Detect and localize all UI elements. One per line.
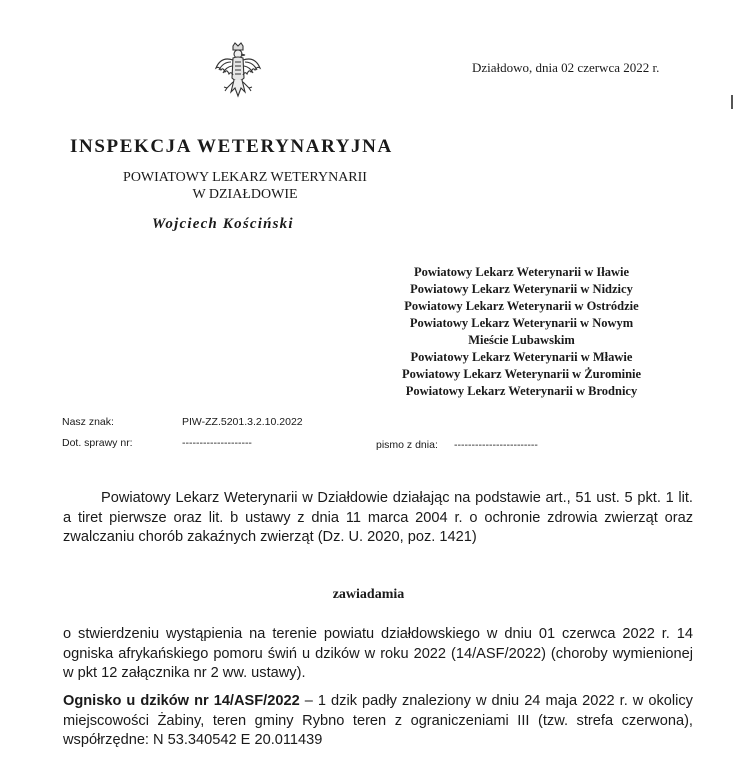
notice-paragraph: o stwierdzeniu wystąpienia na terenie powiatu działdowskiego w dniu 01 czerwca 2022 r. 14 ogniska afrykańskiego pomoru świń u dzików w roku 2022 (14/ASF/2022) (choroby wymienionej w pkt 12 załącznika nr 2 ww. ustawy).	[63, 626, 693, 681]
recipients-block	[360, 264, 683, 400]
our-reference-value: PIW-ZZ.5201.3.2.10.2022	[182, 416, 303, 428]
polish-eagle-emblem	[213, 42, 263, 114]
notification-heading: zawiadamia	[332, 587, 405, 602]
recipient-line: Powiatowy Lekarz Weterynarii w Nidzicy	[410, 282, 633, 296]
official-name: Wojciech Kościński	[152, 216, 294, 232]
recipient-line: Powiatowy Lekarz Weterynarii w Mławie	[410, 350, 633, 364]
outbreak-paragraph	[63, 692, 693, 751]
recipient-line: Mieście Lubawskim	[468, 333, 575, 347]
place-and-date: Działdowo, dnia 02 czerwca 2022 r.	[472, 60, 660, 75]
recipient-line: Powiatowy Lekarz Weterynarii w Ostródzie	[404, 299, 639, 313]
intro-paragraph: Powiatowy Lekarz Weterynarii w Działdowie działając na podstawie art., 51 ust. 5 pkt. 1 lit. a tiret pierwsze oraz lit. b ustawy z dnia 11 marca 2004 r. o ochronie zdrowia zwierząt oraz zwalczaniu chorób zakaźnych zwierząt (Dz. U. 2020, poz. 1421)	[63, 490, 693, 545]
office-name-line2: W DZIAŁDOWIE	[192, 187, 298, 202]
letter-date-value: ------------------------	[454, 439, 538, 451]
outbreak-details: – 1 dzik padły znaleziony w dniu 24 maja 2022 r. w okolicy miejscowości Żabiny, teren gminy Rybno teren z ograniczeniami III (tzw. strefa czerwona), współrzędne: N 53.340542 E 20.011439	[63, 693, 693, 748]
recipient-line: Powiatowy Lekarz Weterynarii w Brodnicy	[405, 384, 638, 398]
our-reference-label: Nasz znak:	[62, 416, 114, 428]
recipient-line: Powiatowy Lekarz Weterynarii w Nowym	[409, 316, 634, 330]
case-number-value: --------------------	[182, 437, 252, 449]
office-name-line1: POWIATOWY LEKARZ WETERYNARII	[123, 170, 367, 185]
outbreak-title: Ognisko u dzików nr 14/ASF/2022	[63, 693, 300, 709]
scan-margin-mark	[731, 95, 733, 109]
case-number-label: Dot. sprawy nr:	[62, 437, 133, 449]
recipient-line: Powiatowy Lekarz Weterynarii w Iławie	[413, 265, 629, 279]
inspection-title: INSPEKCJA WETERYNARYJNA	[70, 136, 393, 157]
recipient-line: Powiatowy Lekarz Weterynarii w Żurominie	[401, 367, 642, 381]
letter-date-label: pismo z dnia:	[376, 439, 438, 451]
